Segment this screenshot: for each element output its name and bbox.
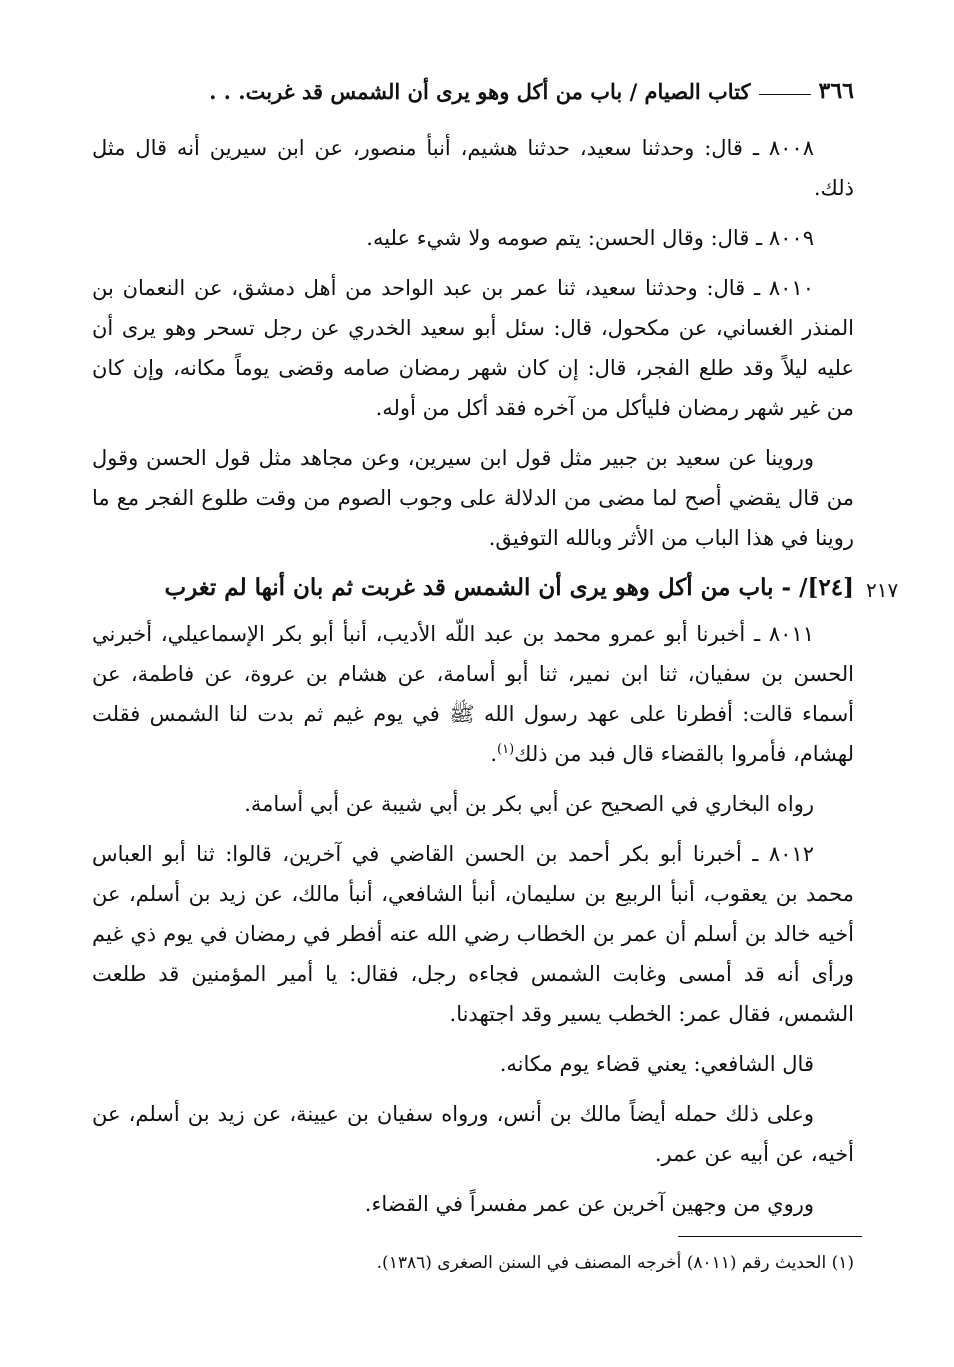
footnote-rule <box>678 1236 862 1237</box>
hadith-8011 <box>92 614 854 774</box>
bukhari-reference: رواه البخاري في الصحيح عن أبي بكر بن أبي شيبة عن أبي أسامة. <box>244 792 814 816</box>
hadith-8010: ٨٠١٠ ـ قال: وحدثنا سعيد، ثنا عمر بن عبد الواحد من أهل دمشق، عن النعمان بن المنذر الغساني، عن مكحول، قال: سئل أبو سعيد الخدري عن رجل تسحر وهو يرى أن عليه ليلاً وقد طلع الفجر، قال: إن كان شهر رمضان صامه وقضى يوماً مكانه، وإن كان من غير شهر رمضان فليأكل من آخره فقد أكل من أوله. <box>92 276 854 420</box>
hadith-8012: ٨٠١٢ ـ أخبرنا أبو بكر أحمد بن الحسن القاضي في آخرين، قالوا: ثنا أبو العباس محمد بن يعقوب، أنبأ الربيع بن سليمان، أنبأ الشافعي، أنبأ مالك، عن زيد بن أسلم، عن أخيه خالد بن أسلم أن عمر بن الخطاب رضي الله عنه أفطر في رمضان في يوم ذي غيم ورأى أنه قد أمسى وغابت الشمس فجاءه رجل، فقال: يا أمير المؤمنين قد طلعت الشمس، فقال عمر: الخطب يسير وقد اجتهدنا. <box>92 842 854 1026</box>
hadith-8008: ٨٠٠٨ ـ قال: وحدثنا سعيد، حدثنا هشيم، أنبأ منصور، عن ابن سيرين أنه قال مثل ذلك. <box>92 136 854 200</box>
main-text <box>92 128 899 1234</box>
running-header <box>92 74 854 108</box>
footnote-marker: (١) <box>497 742 515 757</box>
margin-number: ٢١٧ <box>866 578 899 602</box>
footnote: (١) الحديث رقم (٨٠١١) أخرجه المصنف في السنن الصغرى (١٣٨٦). <box>376 1253 854 1273</box>
shafii-comment: قال الشافعي: يعني قضاء يوم مكانه. <box>499 1052 814 1076</box>
hadith-8011-text: ٨٠١١ ـ أخبرنا أبو عمرو محمد بن عبد اللّه الأديب، أنبأ أبو بكر الإسماعيلي، أخبرني الحسن بن سفيان، ثنا ابن نمير، ثنا أبو أسامة، عن هشام بن عروة، عن فاطمة، عن أسماء قالت: أفطرنا على عهد رسول الله ﷺ في يوم غيم ثم بدت لنا الشمس فقلت لهشام، فأمروا بالقضاء قال فبد من ذلك <box>92 622 855 766</box>
chapter-heading: [٢٤]/ - باب من أكل وهو يرى أن الشمس قد غربت ثم بان أنها لم تغرب <box>164 574 854 601</box>
running-title: كتاب الصيام / باب من أكل وهو يرى أن الشمس قد غربت. . . <box>209 78 751 104</box>
section-heading-row <box>92 568 899 608</box>
hadith-8009: ٨٠٠٩ ـ قال: وقال الحسن: يتم صومه ولا شيء عليه. <box>366 226 814 250</box>
malik-comment: وعلى ذلك حمله أيضاً مالك بن أنس، ورواه سفيان بن عيينة، عن زيد بن أسلم، عن أخيه، عن أبيه عن عمر. <box>92 1102 854 1166</box>
hadith-8011-end: . <box>490 742 498 766</box>
header-rule <box>759 94 811 95</box>
other-narrations: وروي من وجهين آخرين عن عمر مفسراً في القضاء. <box>364 1192 814 1216</box>
commentary-paragraph: وروينا عن سعيد بن جبير مثل قول ابن سيرين، وعن مجاهد مثل قول الحسن وقول من قال يقضي أصح لما مضى من الدلالة على وجوب الصوم من وقت طلوع الفجر مع ما روينا في هذا الباب من الأثر وبالله التوفيق. <box>92 446 854 550</box>
page-number: ٣٦٦ <box>818 78 854 104</box>
